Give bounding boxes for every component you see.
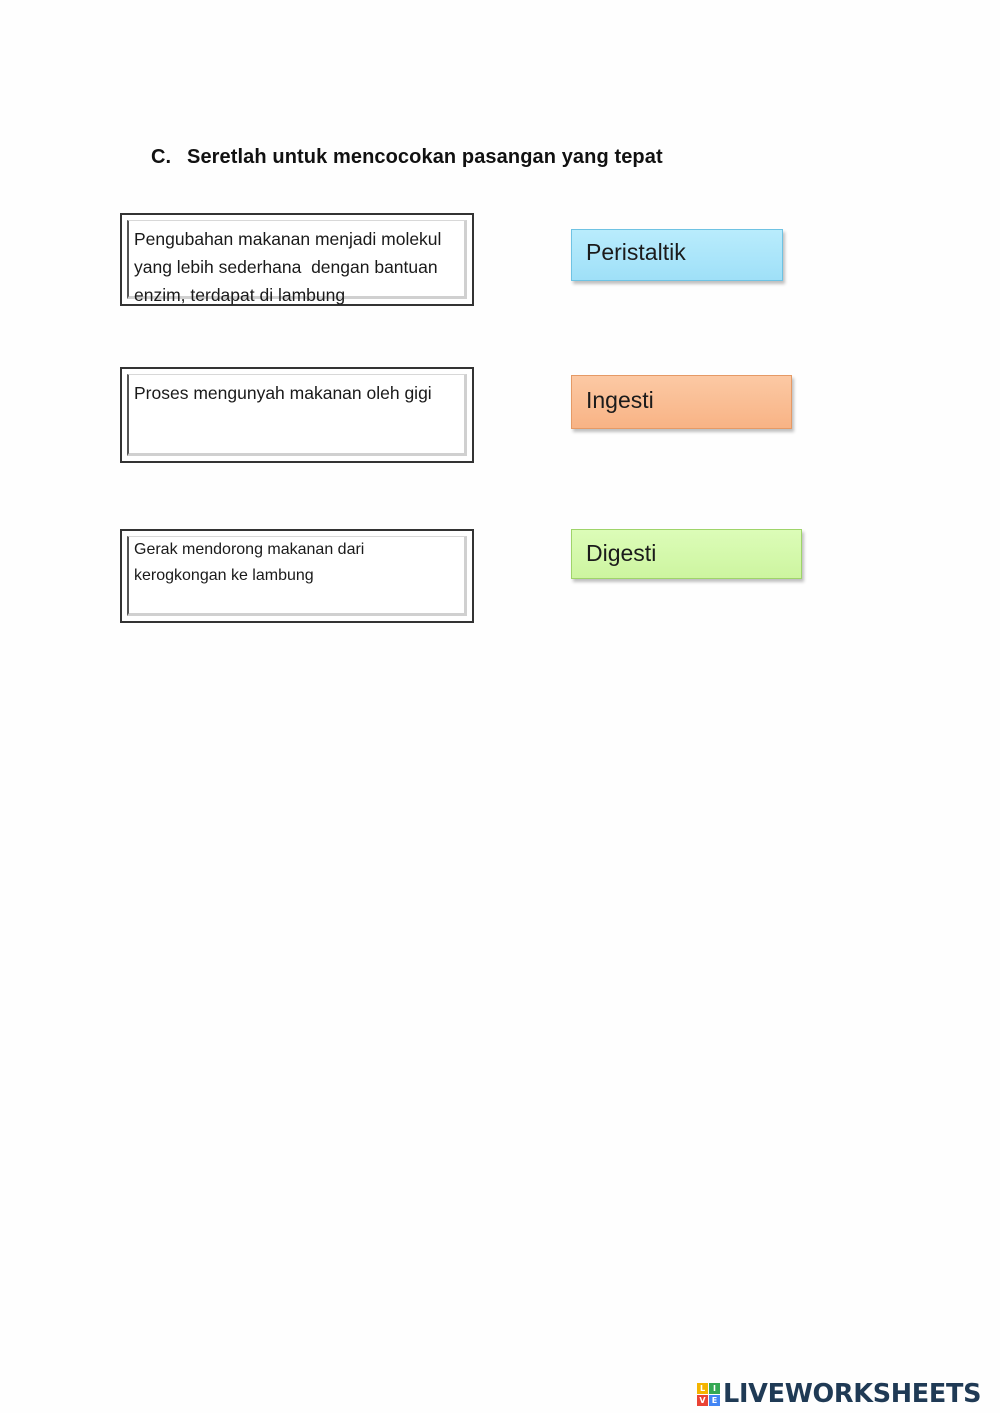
logo-mark-v: V (697, 1395, 708, 1406)
answer-ingesti[interactable]: Ingesti (571, 375, 792, 429)
section-instruction: Seretlah untuk mencocokan pasangan yang tepat (187, 146, 663, 168)
logo-mark-l: L (697, 1383, 708, 1394)
answer-digesti[interactable]: Digesti (571, 529, 802, 579)
question-3-line-1: Gerak mendorong makanan dari (134, 541, 365, 558)
question-text-2 (127, 374, 467, 456)
logo-mark-i: I (709, 1383, 720, 1394)
question-2-line-1: Proses mengunyah makanan oleh gigi (134, 383, 432, 403)
logo-mark-e: E (709, 1395, 720, 1406)
logo-mark-icon (697, 1383, 720, 1406)
liveworksheets-logo (697, 1378, 981, 1410)
question-3-line-2: kerogkongan ke lambung (134, 567, 314, 584)
answer-peristaltik[interactable]: Peristaltik (571, 229, 783, 281)
question-1-line-1: Pengubahan makanan menjadi molekul (134, 229, 442, 249)
section-heading (151, 146, 663, 169)
section-number: C. (151, 146, 172, 168)
question-box-2[interactable] (120, 367, 474, 463)
question-text-3 (127, 536, 467, 616)
question-box-3[interactable] (120, 529, 474, 623)
question-1-line-3: enzim, terdapat di lambung (134, 285, 346, 305)
question-1-line-2: yang lebih sederhana dengan bantuan (134, 257, 438, 277)
logo-wordmark: LIVEWORKSHEETS (723, 1379, 982, 1409)
question-box-1[interactable] (120, 213, 474, 306)
question-text-1 (127, 220, 467, 305)
